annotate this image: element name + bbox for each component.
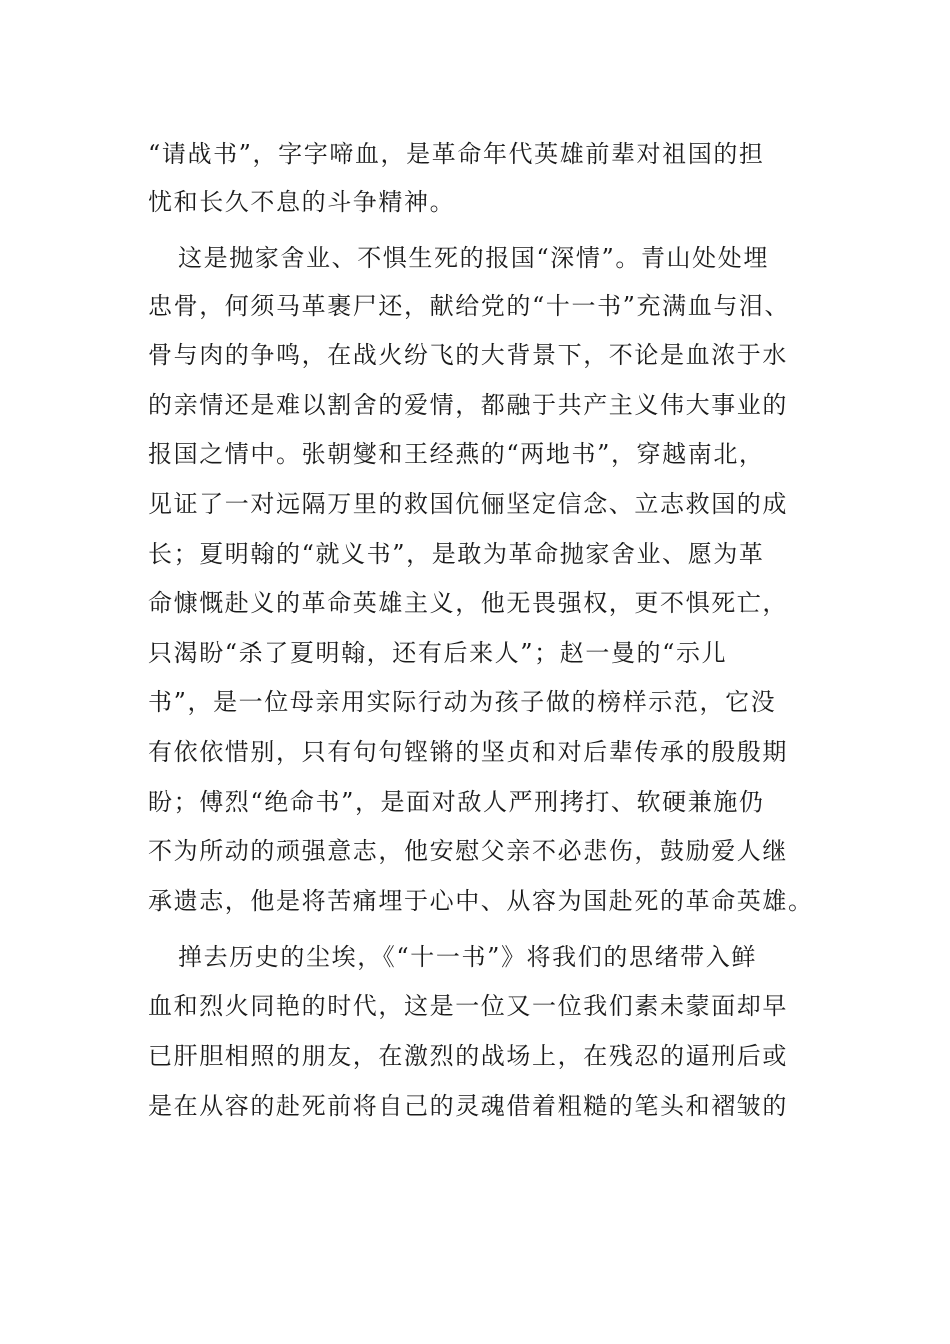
text-line: 的亲情还是难以割舍的爱情，都融于共产主义伟大事业的 (148, 391, 788, 419)
text-line: 已肝胆相照的朋友，在激烈的战场上，在残忍的逼刑后或 (148, 1042, 788, 1070)
text-line: 承遗志，他是将苦痛埋于心中、从容为国赴死的革命英雄。 (148, 887, 814, 915)
paragraph-first-line: 掸去历史的尘埃，《“十一书”》将我们的思绪带入鲜 (178, 943, 757, 971)
paragraph-first-line: 这是抛家舍业、不惧生死的报国“深情”。青山处处埋 (178, 244, 769, 272)
text-line: 报国之情中。张朝燮和王经燕的“两地书”，穿越南北， (148, 440, 765, 468)
text-line: 忠骨，何须马革裹尸还，献给党的“十一书”充满血与泪、 (148, 292, 791, 320)
text-line: 命慷慨赴义的革命英雄主义，他无畏强权，更不惧死亡， (148, 589, 788, 617)
text-line: 见证了一对远隔万里的救国伉俪坚定信念、立志救国的成 (148, 490, 788, 518)
text-line: 忧和长久不息的斗争精神。 (148, 188, 456, 216)
text-line: “请战书”，字字啼血，是革命年代英雄前辈对祖国的担 (148, 140, 765, 168)
text-line: 血和烈火同艳的时代，这是一位又一位我们素未蒙面却早 (148, 992, 788, 1020)
text-line: 是在从容的赴死前将自己的灵魂借着粗糙的笔头和褶皱的 (148, 1092, 788, 1120)
text-line: 不为所动的顽强意志，他安慰父亲不必悲伤，鼓励爱人继 (148, 837, 788, 865)
text-line: 骨与肉的争鸣，在战火纷飞的大背景下，不论是血浓于水 (148, 341, 788, 369)
text-line: 长；夏明翰的“就义书”，是敢为革命抛家舍业、愿为革 (148, 540, 765, 568)
text-line: 有依依惜别，只有句句铿锵的坚贞和对后辈传承的殷殷期 (148, 738, 788, 766)
text-line: 书”，是一位母亲用实际行动为孩子做的榜样示范，它没 (148, 688, 777, 716)
text-line: 只渴盼“杀了夏明翰，还有后来人”；赵一曼的“示儿 (148, 639, 728, 667)
text-line: 盼；傅烈“绝命书”，是面对敌人严刑拷打、软硬兼施仍 (148, 788, 765, 816)
